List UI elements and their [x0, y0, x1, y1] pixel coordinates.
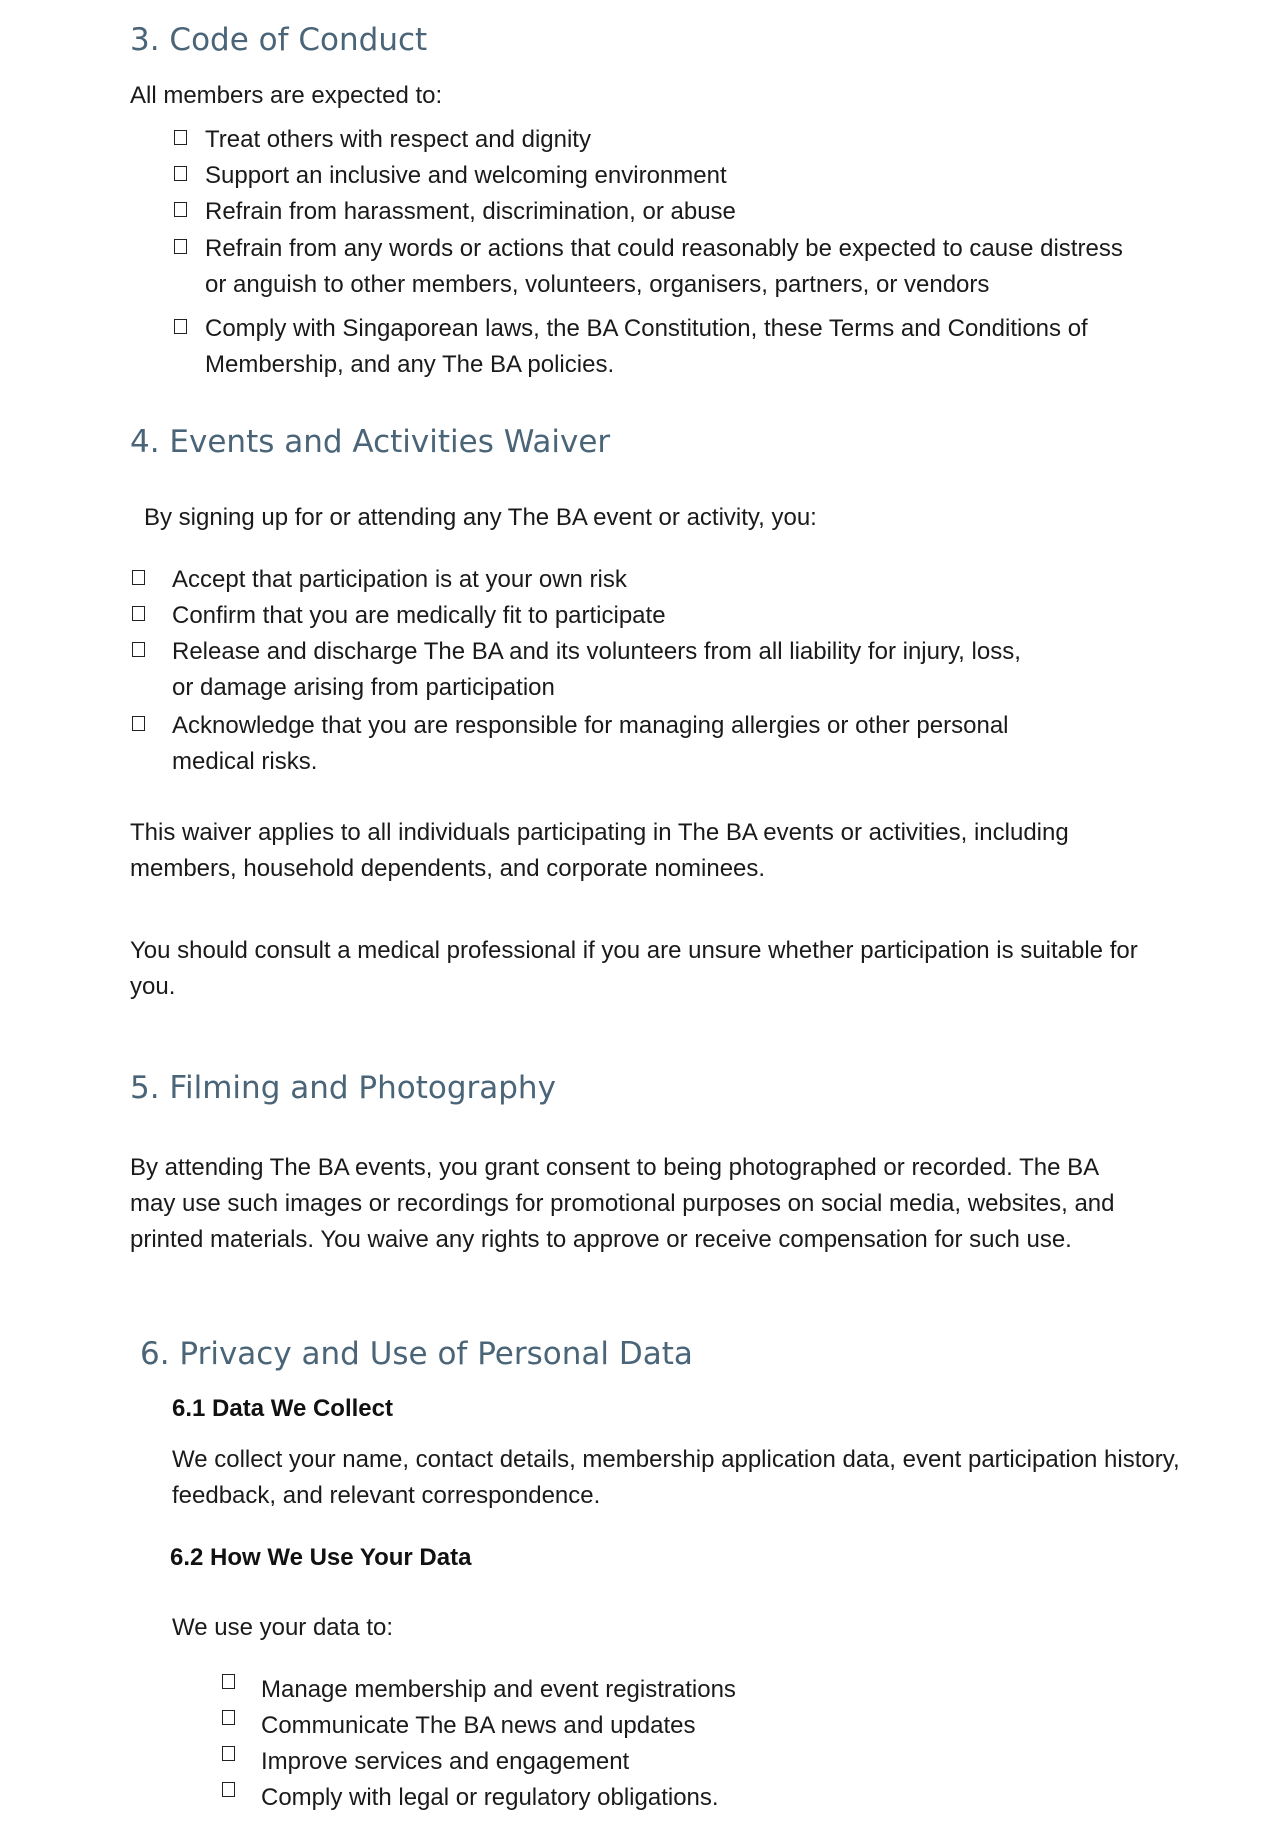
- subheading-data-we-collect: 6.1 Data We Collect: [172, 1395, 393, 1422]
- checkbox-icon: [132, 642, 145, 657]
- checkbox-icon: [174, 319, 187, 334]
- checkbox-icon: [132, 716, 145, 731]
- checklist-item: Communicate The BA news and updates: [222, 1708, 1122, 1744]
- checklist-item: Accept that participation is at your own risk: [132, 562, 1092, 598]
- checkbox-icon: [222, 1746, 235, 1761]
- data-use-intro: We use your data to:: [172, 1614, 394, 1641]
- checkbox-icon: [222, 1782, 235, 1797]
- checkbox-icon: [174, 239, 187, 254]
- waiver-intro: By signing up for or attending any The BA event or activity, you:: [144, 504, 817, 531]
- checklist-item: Improve services and engagement: [222, 1744, 1122, 1780]
- checklist-item: Acknowledge that you are responsible for managing allergies or other personal medical risks.: [132, 708, 1092, 780]
- checkbox-icon: [222, 1674, 235, 1689]
- checkbox-icon: [174, 166, 187, 181]
- waiver-medical-paragraph: You should consult a medical professional if you are unsure whether participation is suitable for you.: [130, 937, 1138, 1000]
- checklist-item: Manage membership and event registrations: [222, 1672, 1122, 1708]
- waiver-applies-paragraph: This waiver applies to all individuals participating in The BA events or activities, including members, household dependents, and corporate nominees.: [130, 819, 1069, 882]
- checklist-item: Support an inclusive and welcoming environment: [174, 158, 1134, 194]
- checkbox-icon: [222, 1710, 235, 1725]
- checklist-item: Release and discharge The BA and its volunteers from all liability for injury, loss, or damage arising from participation: [132, 634, 1092, 706]
- section-heading-events-waiver: 4. Events and Activities Waiver: [130, 424, 611, 460]
- section-heading-privacy: 6. Privacy and Use of Personal Data: [140, 1336, 693, 1372]
- subheading-how-we-use-data: 6.2 How We Use Your Data: [170, 1544, 472, 1571]
- checklist-item: Refrain from harassment, discrimination, or abuse: [174, 194, 1134, 230]
- checkbox-icon: [174, 202, 187, 217]
- section-heading-filming: 5. Filming and Photography: [130, 1070, 556, 1106]
- checkbox-icon: [132, 606, 145, 621]
- checklist-item: Comply with legal or regulatory obligations.: [222, 1780, 1122, 1816]
- checklist-item: Refrain from any words or actions that could reasonably be expected to cause distress or anguish to other members, volunteers, organisers, partners, or vendors: [174, 231, 1134, 303]
- filming-paragraph: By attending The BA events, you grant consent to being photographed or recorded. The BA may use such images or recordings for promotional purposes on social media, websites, and printed materials. You waive any rights to approve or receive compensation for such use.: [130, 1154, 1115, 1253]
- checklist-item: Confirm that you are medically fit to participate: [132, 598, 1092, 634]
- checklist-item: Treat others with respect and dignity: [174, 122, 1134, 158]
- conduct-intro: All members are expected to:: [130, 82, 443, 109]
- checklist-item: Comply with Singaporean laws, the BA Constitution, these Terms and Conditions of Membership, and any The BA policies.: [174, 311, 1134, 383]
- checkbox-icon: [132, 570, 145, 585]
- section-heading-code-of-conduct: 3. Code of Conduct: [130, 22, 428, 58]
- data-collect-paragraph: We collect your name, contact details, membership application data, event participation history, feedback, and relevant correspondence.: [172, 1446, 1180, 1509]
- checkbox-icon: [174, 130, 187, 145]
